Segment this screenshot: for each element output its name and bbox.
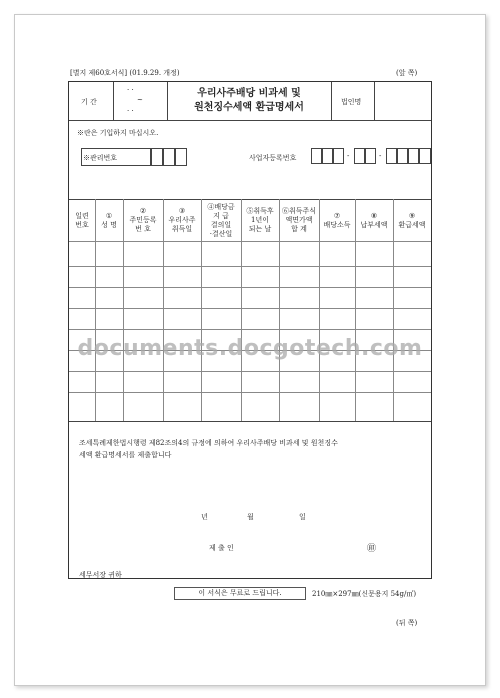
title-line-2: 원천징수세액 환급명세서 (194, 102, 304, 113)
submitter-label: 제 출 인 (209, 544, 234, 552)
period-start-date: · · (127, 86, 134, 94)
col-header-refund-amount: ⑨ 환급세액 (398, 212, 426, 229)
management-number-box[interactable] (151, 148, 163, 166)
declaration-text-line-1: 조세특례제한법시행령 제82조의4의 규정에 의하여 우리사주배당 비과세 및 원천징수 (79, 439, 338, 447)
date-day-label: 일 (299, 513, 306, 521)
col-header-serial: 일련 번호 (75, 212, 89, 229)
business-reg-dash: - (347, 152, 350, 160)
free-form-notice: 이 서식은 무료로 드립니다. (174, 587, 306, 600)
col-header-tax-paid: ⑧ 납부세액 (360, 212, 388, 229)
management-number-box[interactable] (163, 148, 175, 166)
page-side-label: (앞 쪽) (396, 69, 418, 77)
period-end-date: · · (127, 107, 134, 115)
business-reg-box[interactable] (386, 148, 397, 164)
document-title (167, 87, 331, 115)
table-row (69, 392, 431, 393)
title-line-1: 우리사주배당 비과세 및 (197, 88, 301, 99)
col-header-dividend-income: ⑦ 배당소득 (323, 212, 351, 229)
addressee: 세무서장 귀하 (79, 571, 122, 579)
table-row (69, 371, 431, 372)
table-row (69, 287, 431, 288)
period-label: 기 간 (81, 98, 97, 106)
instruction-note: ※란은 기입하지 마십시오. (77, 129, 159, 137)
business-reg-box[interactable] (322, 148, 333, 164)
table-row (69, 329, 431, 330)
table-row (69, 308, 431, 309)
form-number: [별지 제60호서식] (01.9.29. 개정) (70, 69, 180, 77)
col-header-one-year-date: ⑤취득후 1년이 되는 날 (246, 207, 274, 233)
col-header-resident-number: ② 주민등록 번 호 (129, 207, 157, 233)
business-reg-box[interactable] (408, 148, 419, 164)
watermark-text: documents.docgotech.com (77, 336, 423, 361)
period-tilde: ~ (137, 96, 143, 104)
management-number-box[interactable] (175, 148, 187, 166)
business-reg-box[interactable] (419, 148, 431, 164)
business-reg-label: 사업자등록번호 (249, 154, 297, 162)
col-header-name: ① 성 명 (101, 212, 117, 229)
date-year-label: 년 (201, 513, 208, 521)
table-row (69, 266, 431, 267)
business-reg-box[interactable] (354, 148, 365, 164)
business-reg-box[interactable] (333, 148, 344, 164)
management-number-label: ※관리번호 (83, 154, 118, 162)
business-reg-dash: - (379, 152, 382, 160)
business-reg-box[interactable] (311, 148, 322, 164)
col-header-acquisition-date: ③ 우리사주 취득일 (168, 207, 196, 233)
seal-mark: ㊞ (367, 544, 377, 554)
paper-spec: 210㎜×297㎜(신문용지 54g/㎡) (312, 590, 417, 598)
date-month-label: 월 (247, 513, 254, 521)
col-header-face-value-total: ⑥취득주식 액면가액 합 계 (281, 207, 317, 233)
corp-name-label: 법인명 (341, 98, 362, 106)
business-reg-box[interactable] (365, 148, 376, 164)
back-side-label: (뒤 쪽) (396, 619, 418, 627)
declaration-text-line-2: 세액 환급명세서를 제출합니다 (79, 451, 172, 459)
col-header-dividend-date: ④배당금 지 급 결의일 ·결산일 (207, 203, 235, 238)
refund-statement-form (68, 81, 432, 579)
business-reg-box[interactable] (397, 148, 408, 164)
